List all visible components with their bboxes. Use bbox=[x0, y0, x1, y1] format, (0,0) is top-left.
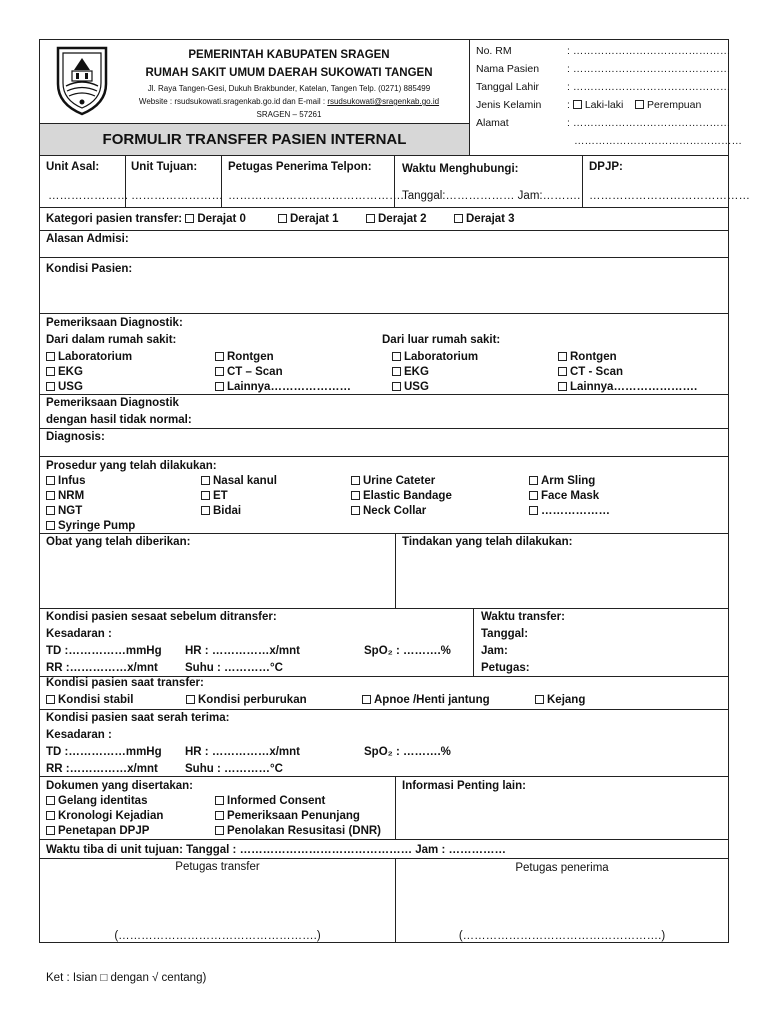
sebelum-td[interactable]: TD :……………mmHg bbox=[46, 645, 162, 657]
waktu-transfer-tanggal: Tanggal: bbox=[481, 628, 529, 640]
label: Rontgen bbox=[227, 351, 274, 363]
checkbox-prosedur-lain[interactable] bbox=[529, 506, 538, 515]
kondisi-pasien-label: Kondisi Pasien: bbox=[46, 263, 133, 275]
waktu-transfer-petugas: Petugas: bbox=[481, 662, 530, 674]
derajat-1-label: Derajat 1 bbox=[290, 213, 339, 225]
proc-nasal bbox=[201, 474, 277, 488]
checkbox-syringe-pump[interactable] bbox=[46, 521, 55, 530]
dalam-rontgen bbox=[215, 350, 274, 364]
unit-asal-field[interactable]: ………………… bbox=[48, 190, 129, 202]
checkbox-nrm[interactable] bbox=[46, 491, 55, 500]
unit-asal-label: Unit Asal: bbox=[46, 161, 100, 173]
luar-ekg bbox=[392, 365, 429, 379]
divider bbox=[473, 608, 474, 676]
logo bbox=[52, 44, 112, 116]
derajat-0-label: Derajat 0 bbox=[197, 213, 246, 225]
label: USG bbox=[58, 381, 83, 393]
divider bbox=[39, 533, 729, 534]
diagnostik-label: Pemeriksaan Diagnostik: bbox=[46, 317, 183, 329]
divider bbox=[39, 428, 729, 429]
sex-label: Jenis Kelamin bbox=[476, 99, 542, 111]
divider bbox=[39, 456, 729, 457]
label: NRM bbox=[58, 490, 85, 502]
checkbox-penunjang[interactable] bbox=[215, 811, 224, 820]
label: CT – Scan bbox=[227, 366, 283, 378]
serah-rr[interactable]: RR :……………x/mnt bbox=[46, 763, 158, 775]
checkbox-derajat-2[interactable] bbox=[366, 214, 375, 223]
serah-suhu[interactable]: Suhu : …………°C bbox=[185, 763, 283, 775]
proc-bidai bbox=[201, 504, 241, 518]
label: Kronologi Kejadian bbox=[58, 810, 164, 822]
website-text: Website : rsudsukowati.sragenkab.go.id dan E-mail : bbox=[138, 97, 328, 106]
label: Face Mask bbox=[541, 490, 600, 502]
label: Laboratorium bbox=[58, 351, 133, 363]
checkbox-luar-lainnya[interactable] bbox=[558, 382, 567, 391]
derajat-2 bbox=[366, 212, 427, 226]
checkbox-elastic-bandage[interactable] bbox=[351, 491, 360, 500]
label: Kejang bbox=[547, 694, 586, 706]
checkbox-urine-cateter[interactable] bbox=[351, 476, 360, 485]
divider bbox=[395, 776, 396, 839]
label: EKG bbox=[404, 366, 429, 378]
proc-et bbox=[201, 489, 228, 503]
checkbox-infus[interactable] bbox=[46, 476, 55, 485]
proc-urine bbox=[351, 474, 435, 488]
sebelum-spo2[interactable]: SpO₂ : ……….% bbox=[364, 645, 451, 657]
doc-penunjang bbox=[215, 809, 360, 823]
proc-other bbox=[529, 504, 610, 518]
label: Arm Sling bbox=[541, 475, 596, 487]
dalam-usg bbox=[46, 380, 83, 394]
luar-rs-label: Dari luar rumah sakit: bbox=[382, 334, 501, 346]
label: Bidai bbox=[213, 505, 242, 517]
proc-syringe bbox=[46, 519, 135, 533]
kategori-row bbox=[46, 212, 246, 226]
dpjp-label: DPJP: bbox=[589, 161, 623, 173]
petugas-penerima-label: Petugas penerima bbox=[515, 862, 609, 874]
addr-field-2[interactable]: ………………………………………… bbox=[574, 135, 742, 147]
petugas-transfer-label: Petugas transfer bbox=[175, 861, 260, 873]
label: Neck Collar bbox=[363, 505, 427, 517]
proc-arm bbox=[529, 474, 595, 488]
divider bbox=[39, 257, 729, 258]
label: Laboratorium bbox=[404, 351, 479, 363]
checkbox-arm-sling[interactable] bbox=[529, 476, 538, 485]
saat-apnoe bbox=[362, 693, 490, 707]
proc-infus bbox=[46, 474, 85, 488]
dob-field[interactable]: : ……………………………………… bbox=[567, 81, 731, 93]
derajat-3 bbox=[454, 212, 515, 226]
checkbox-bidai[interactable] bbox=[201, 506, 210, 515]
label: Syringe Pump bbox=[58, 520, 136, 532]
label: Elastic Bandage bbox=[363, 490, 452, 502]
checkbox-luar-ctscan[interactable] bbox=[558, 367, 567, 376]
sebelum-label: Kondisi pasien sesaat sebelum ditransfer: bbox=[46, 611, 277, 623]
addr-field[interactable]: : ……………………………………… bbox=[567, 117, 731, 129]
label: EKG bbox=[58, 366, 83, 378]
petugas-telpon-label: Petugas Penerima Telpon: bbox=[228, 161, 372, 173]
dob-label: Tanggal Lahir bbox=[476, 81, 540, 93]
saat-stabil bbox=[46, 693, 133, 707]
proc-nrm bbox=[46, 489, 84, 503]
signature-penerima[interactable]: (…………………………………………….) bbox=[458, 930, 666, 942]
name-field[interactable]: : ……………………………………… bbox=[567, 63, 731, 75]
footnote: Ket : Isian □ dengan √ centang) bbox=[46, 972, 207, 984]
kategori-label: Kategori pasien transfer: bbox=[46, 213, 183, 225]
serah-kesadaran: Kesadaran : bbox=[46, 729, 112, 741]
checkbox-apnoe[interactable] bbox=[362, 695, 371, 704]
label: CT - Scan bbox=[570, 366, 624, 378]
label: Penetapan DPJP bbox=[58, 825, 150, 837]
checkbox-penetapan-dpjp[interactable] bbox=[46, 826, 55, 835]
checkbox-gelang[interactable] bbox=[46, 796, 55, 805]
label: Pemeriksaan Penunjang bbox=[227, 810, 360, 822]
sex-female-label: Perempuan bbox=[647, 99, 702, 111]
proc-elastic bbox=[351, 489, 452, 503]
form-title: FORMULIR TRANSFER PASIEN INTERNAL bbox=[102, 131, 407, 148]
dalam-lab bbox=[46, 350, 132, 364]
petugas-telpon-field[interactable]: ……………………………………….. bbox=[228, 190, 407, 202]
sebelum-rr[interactable]: RR :……………x/mnt bbox=[46, 662, 158, 674]
gov-name: PEMERINTAH KABUPATEN SRAGEN bbox=[188, 49, 390, 61]
label: Lainnya…………………. bbox=[570, 381, 698, 393]
label: Nasal kanul bbox=[213, 475, 277, 487]
checkbox-neck-collar[interactable] bbox=[351, 506, 360, 515]
divider bbox=[39, 776, 729, 777]
diagnosis-label: Diagnosis: bbox=[46, 431, 105, 443]
label: Kondisi perburukan bbox=[198, 694, 307, 706]
label: Apnoe /Henti jantung bbox=[374, 694, 490, 706]
info-label: Informasi Penting lain: bbox=[402, 780, 526, 792]
doc-consent bbox=[215, 794, 325, 808]
saat-label: Kondisi pasien saat transfer: bbox=[46, 677, 204, 689]
checkbox-perburukan[interactable] bbox=[186, 695, 195, 704]
checkbox-dalam-ctscan[interactable] bbox=[215, 367, 224, 376]
checkbox-dalam-lainnya[interactable] bbox=[215, 382, 224, 391]
signature-transfer[interactable]: (…………………………………………….) bbox=[114, 930, 321, 942]
checkbox-face-mask[interactable] bbox=[529, 491, 538, 500]
hospital-name: RUMAH SAKIT UMUM DAERAH SUKOWATI TANGEN bbox=[145, 67, 433, 79]
saat-kejang bbox=[535, 693, 585, 707]
doc-dnr bbox=[215, 824, 381, 838]
sex-colon: : bbox=[567, 99, 570, 111]
checkbox-dalam-rontgen[interactable] bbox=[215, 352, 224, 361]
abnormal-label-2: dengan hasil tidak normal: bbox=[46, 414, 192, 426]
waktu-hubungi-field[interactable]: Tanggal:……………… Jam:………. bbox=[402, 190, 581, 202]
derajat-1 bbox=[278, 212, 339, 226]
checkbox-dalam-ekg[interactable] bbox=[46, 367, 55, 376]
checkbox-stabil[interactable] bbox=[46, 695, 55, 704]
addr-label: Alamat bbox=[476, 117, 509, 129]
tindakan-label: Tindakan yang telah dilakukan: bbox=[402, 536, 573, 548]
label: NGT bbox=[58, 505, 83, 517]
rm-label: No. RM bbox=[476, 45, 512, 57]
alasan-admisi-label: Alasan Admisi: bbox=[46, 233, 129, 245]
unit-tujuan-field[interactable]: …………………… bbox=[131, 190, 223, 202]
unit-tujuan-label: Unit Tujuan: bbox=[131, 161, 198, 173]
label: Infus bbox=[58, 475, 86, 487]
checkbox-derajat-1[interactable] bbox=[278, 214, 287, 223]
luar-usg bbox=[392, 380, 429, 394]
serah-label: Kondisi pasien saat serah terima: bbox=[46, 712, 230, 724]
abnormal-label-1: Pemeriksaan Diagnostik bbox=[46, 397, 179, 409]
divider bbox=[39, 839, 729, 840]
checkbox-et[interactable] bbox=[201, 491, 210, 500]
checkbox-luar-lab[interactable] bbox=[392, 352, 401, 361]
waktu-transfer-label: Waktu transfer: bbox=[481, 611, 565, 623]
checkbox-luar-usg[interactable] bbox=[392, 382, 401, 391]
checkbox-nasal-kanul[interactable] bbox=[201, 476, 210, 485]
proc-neck bbox=[351, 504, 426, 518]
rm-field[interactable]: : ……………………………………… bbox=[567, 45, 731, 57]
dalam-ekg bbox=[46, 365, 83, 379]
checkbox-kejang[interactable] bbox=[535, 695, 544, 704]
hospital-address: Jl. Raya Tangen-Gesi, Dukuh Brakbunder, Katelan, Tangen Telp. (0271) 885499 bbox=[147, 84, 431, 93]
checkbox-dnr[interactable] bbox=[215, 826, 224, 835]
luar-rontgen bbox=[558, 350, 617, 364]
dalam-ctscan bbox=[215, 365, 283, 379]
derajat-3-label: Derajat 3 bbox=[466, 213, 515, 225]
luar-ctscan bbox=[558, 365, 623, 379]
label: Rontgen bbox=[570, 351, 617, 363]
waktu-transfer-jam: Jam: bbox=[481, 645, 508, 657]
label: ET bbox=[213, 490, 228, 502]
saat-perburukan bbox=[186, 693, 307, 707]
checkbox-derajat-0[interactable] bbox=[185, 214, 194, 223]
header-bottom-line bbox=[39, 155, 729, 156]
label: Gelang identitas bbox=[58, 795, 148, 807]
hospital-contact bbox=[110, 97, 468, 107]
doc-kronologi bbox=[46, 809, 163, 823]
divider bbox=[39, 394, 729, 395]
divider bbox=[582, 155, 583, 208]
postal-code: SRAGEN – 57261 bbox=[256, 110, 322, 119]
label: Urine Cateter bbox=[363, 475, 436, 487]
header-divider bbox=[469, 39, 470, 156]
dalam-rs-label: Dari dalam rumah sakit: bbox=[46, 334, 177, 346]
prosedur-label: Prosedur yang telah dilakukan: bbox=[46, 460, 217, 472]
dokumen-label: Dokumen yang disertakan: bbox=[46, 780, 193, 792]
checkbox-kronologi[interactable] bbox=[46, 811, 55, 820]
serah-hr[interactable]: HR : ……………x/mnt bbox=[185, 746, 300, 758]
proc-ngt bbox=[46, 504, 82, 518]
luar-lainnya bbox=[558, 380, 697, 394]
checkbox-male[interactable] bbox=[573, 100, 582, 109]
divider bbox=[39, 230, 729, 231]
sex-options bbox=[567, 98, 701, 112]
divider bbox=[39, 858, 729, 859]
serah-spo2[interactable]: SpO₂ : ……….% bbox=[364, 746, 451, 758]
doc-dpjp bbox=[46, 824, 149, 838]
obat-label: Obat yang telah diberikan: bbox=[46, 536, 191, 548]
divider bbox=[39, 313, 729, 314]
dpjp-field[interactable]: …………………………………… bbox=[589, 190, 750, 202]
label: Kondisi stabil bbox=[58, 694, 134, 706]
sebelum-hr[interactable]: HR : ……………x/mnt bbox=[185, 645, 300, 657]
serah-td[interactable]: TD :……………mmHg bbox=[46, 746, 162, 758]
divider bbox=[395, 533, 396, 608]
name-label: Nama Pasien bbox=[476, 63, 540, 75]
dalam-lainnya bbox=[215, 380, 351, 394]
luar-lab bbox=[392, 350, 478, 364]
derajat-2-label: Derajat 2 bbox=[378, 213, 427, 225]
waktu-tiba[interactable]: Waktu tiba di unit tujuan: Tanggal : ……………………………………… Jam : …………… bbox=[46, 844, 506, 856]
label: ……………… bbox=[541, 505, 610, 517]
checkbox-dalam-lab[interactable] bbox=[46, 352, 55, 361]
waktu-hubungi-label: Waktu Menghubungi: bbox=[402, 163, 519, 175]
checkbox-derajat-3[interactable] bbox=[454, 214, 463, 223]
sebelum-kesadaran: Kesadaran : bbox=[46, 628, 112, 640]
checkbox-female[interactable] bbox=[635, 100, 644, 109]
checkbox-informed-consent[interactable] bbox=[215, 796, 224, 805]
label: Informed Consent bbox=[227, 795, 326, 807]
checkbox-luar-rontgen[interactable] bbox=[558, 352, 567, 361]
sebelum-suhu[interactable]: Suhu : …………°C bbox=[185, 662, 283, 674]
proc-face bbox=[529, 489, 599, 503]
label: Lainnya………………… bbox=[227, 381, 351, 393]
label: USG bbox=[404, 381, 429, 393]
email-link[interactable]: rsudsukowati@sragenkab.go.id bbox=[327, 97, 440, 106]
sex-male-label: Laki-laki bbox=[584, 99, 624, 111]
checkbox-luar-ekg[interactable] bbox=[392, 367, 401, 376]
checkbox-ngt[interactable] bbox=[46, 506, 55, 515]
divider bbox=[39, 709, 729, 710]
doc-gelang bbox=[46, 794, 147, 808]
divider bbox=[39, 608, 729, 609]
checkbox-dalam-usg[interactable] bbox=[46, 382, 55, 391]
label: Penolakan Resusitasi (DNR) bbox=[227, 825, 382, 837]
divider bbox=[39, 207, 729, 208]
